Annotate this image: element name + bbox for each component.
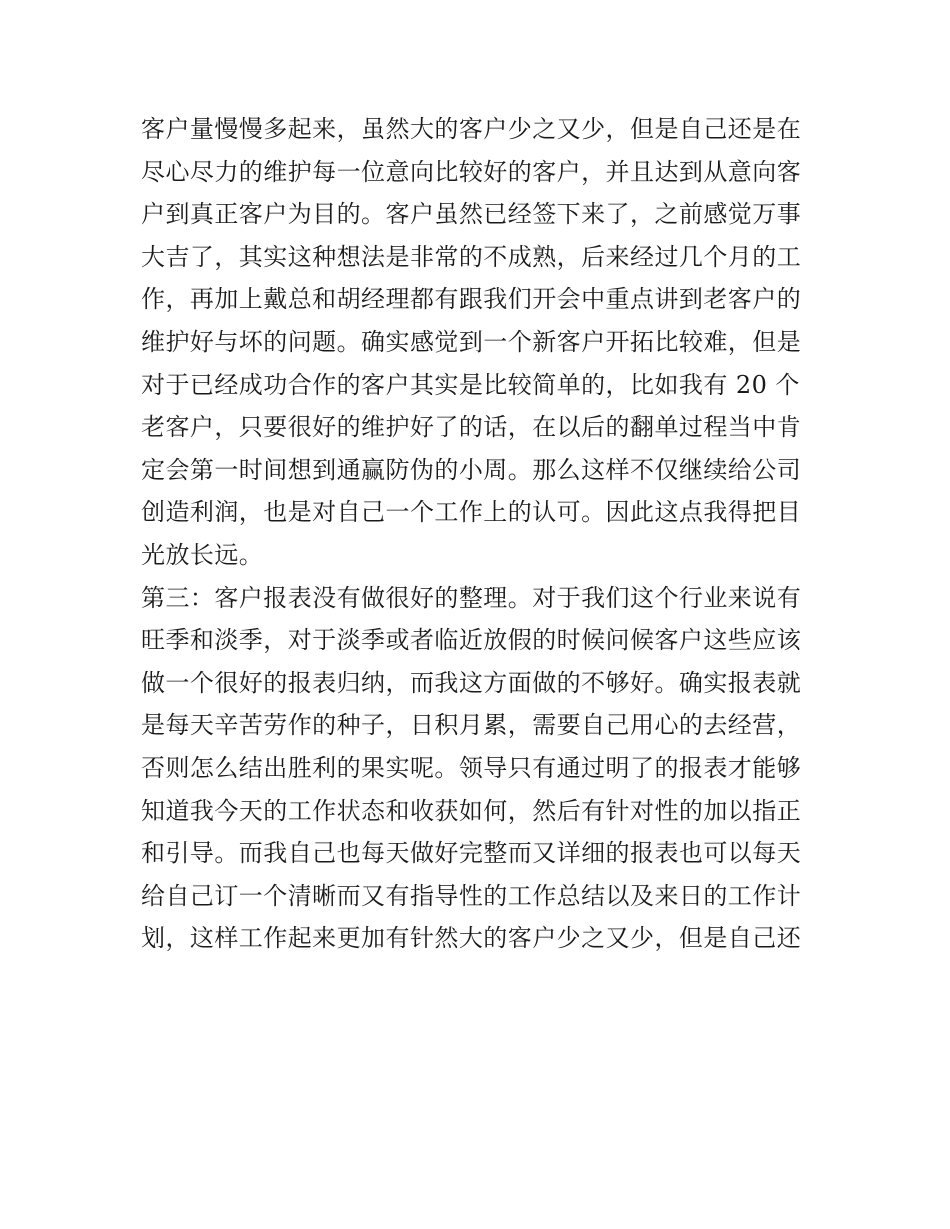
text-line: 和引导。而我自己也每天做好完整而又详细的报表也可以每天 xyxy=(141,839,802,868)
section-heading-line: 第三：客户报表没有做很好的整理。对于我们这个行业来说有 xyxy=(141,583,802,612)
text-line: 划，这样工作起来更加有针然大的客户少之又少，但是自己还 xyxy=(141,924,802,953)
text-line: 否则怎么结出胜利的果实呢。领导只有通过明了的报表才能够 xyxy=(141,753,802,782)
text-line: 对于已经成功合作的客户其实是比较简单的，比如我有 20 个 xyxy=(141,370,800,399)
text-line: 定会第一时间想到通赢防伪的小周。那么这样不仅继续给公司 xyxy=(141,455,802,484)
text-line: 是每天辛苦劳作的种子，日积月累，需要自己用心的去经营， xyxy=(141,711,802,740)
text-line: 尽心尽力的维护每一位意向比较好的客户，并且达到从意向客 xyxy=(141,157,802,186)
text-line: 给自己订一个清晰而又有指导性的工作总结以及来日的工作计 xyxy=(141,881,802,910)
text-line: 客户量慢慢多起来，虽然大的客户少之又少，但是自己还是在 xyxy=(141,115,802,143)
text-line: 做一个很好的报表归纳，而我这方面做的不够好。确实报表就 xyxy=(141,668,802,697)
text-line: 光放长远。 xyxy=(141,540,264,569)
text-line: 旺季和淡季，对于淡季或者临近放假的时候问候客户这些应该 xyxy=(141,626,802,655)
text-line: 维护好与坏的问题。确实感觉到一个新客户开拓比较难，但是 xyxy=(141,327,802,356)
text-line: 大吉了，其实这种想法是非常的不成熟，后来经过几个月的工 xyxy=(141,242,802,271)
text-line: 创造利润，也是对自己一个工作上的认可。因此这点我得把目 xyxy=(141,498,802,527)
body-text xyxy=(141,108,821,960)
text-line: 知道我今天的工作状态和收获如何，然后有针对性的加以指正 xyxy=(141,796,802,825)
text-line: 老客户，只要很好的维护好了的话，在以后的翻单过程当中肯 xyxy=(141,413,802,442)
text-line: 作，再加上戴总和胡经理都有跟我们开会中重点讲到老客户的 xyxy=(141,285,802,314)
text-line: 户到真正客户为目的。客户虽然已经签下来了，之前感觉万事 xyxy=(141,200,802,229)
